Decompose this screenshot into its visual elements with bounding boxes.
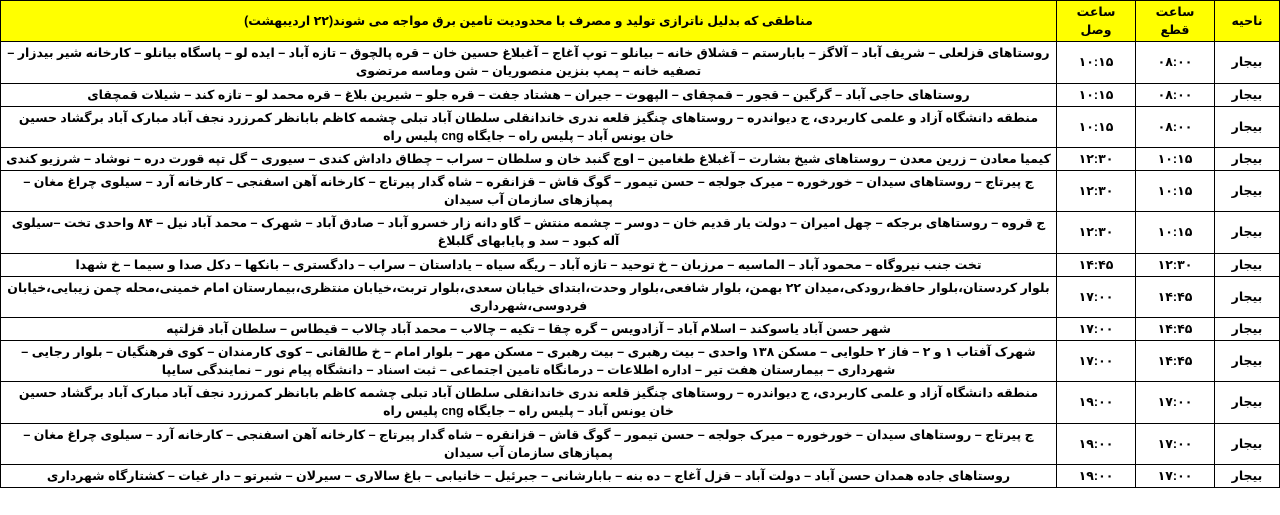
cell-description: روستاهای حاجی آباد – گرگین – قجور – قمچقای – الپهوت – جیران – هشتاد جفت – قره جلو – شیرین بلاغ – قره محمد لو – تازه کند – شیلات قمچقای bbox=[1, 83, 1057, 106]
cell-description: منطقه دانشگاه آزاد و علمی کاربردی، ج دیواندره – روستاهای چنگیز قلعه ندری خاندانقلی سلطان آباد تبلی چشمه کاظم بابانظر کمرزرد نجف آباد مبارک آباد برگشاد حسین خان یونس آباد – پلیس راه – جایگاه cng پلیس راه bbox=[1, 382, 1057, 423]
cell-description: ج قروه – روستاهای برجکه – چهل امیران – دولت یار قدیم خان – دوسر – چشمه منتش – گاو دانه زار خسرو آباد – صادق آباد – شهرک – محمد آباد نیل – ۸۴ واحدی تخت –سیلوی آله کبود – سد و پایابهای گلبلاغ bbox=[1, 212, 1057, 253]
column-header-on-time: ساعت وصل bbox=[1057, 1, 1136, 42]
cell-description: ج پیرتاج – روستاهای سیدان – خورخوره – میرک جولجه – حسن تیمور – گوگ قاش – قزانقره – شاه گدار پیرتاج – کارخانه آهن اسفنجی – کارخانه آرد – سیلوی چراغ مغان – پمپازهای سازمان آب سیدان bbox=[1, 171, 1057, 212]
cell-on-time: ۱۲:۳۰ bbox=[1057, 212, 1136, 253]
table-row bbox=[1, 106, 1280, 147]
cell-on-time: ۱۹:۰۰ bbox=[1057, 464, 1136, 487]
cell-on-time: ۱۷:۰۰ bbox=[1057, 317, 1136, 340]
table-row bbox=[1, 464, 1280, 487]
table-row bbox=[1, 317, 1280, 340]
cell-description: شهر حسن آباد یاسوکند – اسلام آباد – آزادویس – گره چقا – تکیه – چالاب – محمد آباد چالاب – قیطاس – سلطان آباد قزلتپه bbox=[1, 317, 1057, 340]
table-row bbox=[1, 423, 1280, 464]
cell-description: روستاهای جاده همدان حسن آباد – دولت آباد – قزل آغاج – ده بنه – بابارشانی – جبرئیل – خانیابی – باغ سالاری – سیرلان – شبرتو – دار غیات – کشتارگاه شهرداری bbox=[1, 464, 1057, 487]
table-row bbox=[1, 147, 1280, 170]
cell-area: بیجار bbox=[1215, 423, 1280, 464]
cell-off-time: ۱۰:۱۵ bbox=[1136, 212, 1215, 253]
cell-on-time: ۱۹:۰۰ bbox=[1057, 423, 1136, 464]
cell-on-time: ۱۰:۱۵ bbox=[1057, 106, 1136, 147]
cell-on-time: ۱۰:۱۵ bbox=[1057, 42, 1136, 83]
cell-description: روستاهای قزلعلی – شریف آباد – آلاگز – بابارستم – قشلاق خانه – بیانلو – توپ آغاج – آغبلاغ حسین خان – قره پالچوق – تازه آباد – ایده لو – پاسگاه بیانلو – کارخانه شیر بیدزار – تصفیه خانه – پمپ بنزین منصوریان – شن وماسه مرتضوی bbox=[1, 42, 1057, 83]
table-row bbox=[1, 382, 1280, 423]
cell-description: کیمیا معادن – زرین معدن – روستاهای شیخ بشارت – آغبلاغ طغامین – اوج گنبد خان و سلطان – سراب – چطاق داداش کندی – سیوری – گل تپه قورت دره – نوشاد – شرزیو کندی bbox=[1, 147, 1057, 170]
cell-description: بلوار کردستان،بلوار حافظ،رودکی،میدان ۲۲ بهمن، بلوار شافعی،بلوار وحدت،ابتدای خیابان سعدی،بلوار تربت،خیابان منتظری،بیمارستان امام خمینی،محله چمن زیبایی،خیابان فردوسی،شهرداری bbox=[1, 276, 1057, 317]
cell-area: بیجار bbox=[1215, 382, 1280, 423]
cell-off-time: ۱۰:۱۵ bbox=[1136, 171, 1215, 212]
cell-area: بیجار bbox=[1215, 253, 1280, 276]
column-header-off-time: ساعت قطع bbox=[1136, 1, 1215, 42]
cell-description: شهرک آفتاب ۱ و ۲ – فاز ۲ حلوایی – مسکن ۱۳۸ واحدی – بیت رهبری – بیت رهبری – مسکن مهر – بلوار امام – خ طالقانی – کوی کارمندان – کوی فرهنگیان – بلوار رجایی – شهرداری – بیمارستان هفت تیر – اداره اطلاعات – درمانگاه تامین اجتماعی – ثبت اسناد – دانشگاه پیام نور – نمایندگی سایپا bbox=[1, 341, 1057, 382]
cell-off-time: ۱۴:۴۵ bbox=[1136, 317, 1215, 340]
cell-area: بیجار bbox=[1215, 341, 1280, 382]
table-row bbox=[1, 253, 1280, 276]
cell-on-time: ۱۷:۰۰ bbox=[1057, 341, 1136, 382]
cell-off-time: ۰۸:۰۰ bbox=[1136, 42, 1215, 83]
cell-area: بیجار bbox=[1215, 276, 1280, 317]
table-row bbox=[1, 341, 1280, 382]
table-row bbox=[1, 42, 1280, 83]
table-row bbox=[1, 171, 1280, 212]
table-header-row bbox=[1, 1, 1280, 42]
cell-off-time: ۱۲:۳۰ bbox=[1136, 253, 1215, 276]
cell-area: بیجار bbox=[1215, 212, 1280, 253]
cell-on-time: ۱۹:۰۰ bbox=[1057, 382, 1136, 423]
table-body bbox=[1, 42, 1280, 488]
cell-area: بیجار bbox=[1215, 171, 1280, 212]
cell-on-time: ۱۲:۳۰ bbox=[1057, 171, 1136, 212]
cell-on-time: ۱۷:۰۰ bbox=[1057, 276, 1136, 317]
table-header bbox=[1, 1, 1280, 42]
cell-area: بیجار bbox=[1215, 42, 1280, 83]
cell-area: بیجار bbox=[1215, 317, 1280, 340]
cell-off-time: ۱۷:۰۰ bbox=[1136, 382, 1215, 423]
column-header-description: مناطقی که بدلیل ناترازی تولید و مصرف با محدودیت تامین برق مواجه می شوند(۲۲ اردیبهشت) bbox=[1, 1, 1057, 42]
cell-description: ج پیرتاج – روستاهای سیدان – خورخوره – میرک جولجه – حسن تیمور – گوگ قاش – قزانقره – شاه گدار پیرتاج – کارخانه آهن اسفنجی – کارخانه آرد – سیلوی چراغ مغان – پمپازهای سازمان آب سیدان bbox=[1, 423, 1057, 464]
cell-off-time: ۱۷:۰۰ bbox=[1136, 423, 1215, 464]
cell-off-time: ۱۰:۱۵ bbox=[1136, 147, 1215, 170]
cell-area: بیجار bbox=[1215, 464, 1280, 487]
cell-on-time: ۱۴:۴۵ bbox=[1057, 253, 1136, 276]
table-row bbox=[1, 83, 1280, 106]
cell-off-time: ۱۷:۰۰ bbox=[1136, 464, 1215, 487]
cell-area: بیجار bbox=[1215, 106, 1280, 147]
table-row bbox=[1, 276, 1280, 317]
cell-description: تخت جنب نیروگاه – محمود آباد – الماسیه – مرزبان – خ توحید – تازه آباد – ریگه سیاه – یاداستان – سراب – دادگستری – بانکها – دکل صدا و سیما – خ شهدا bbox=[1, 253, 1057, 276]
cell-off-time: ۰۸:۰۰ bbox=[1136, 106, 1215, 147]
cell-area: بیجار bbox=[1215, 83, 1280, 106]
column-header-area: ناحیه bbox=[1215, 1, 1280, 42]
cell-off-time: ۱۴:۴۵ bbox=[1136, 341, 1215, 382]
cell-off-time: ۰۸:۰۰ bbox=[1136, 83, 1215, 106]
cell-off-time: ۱۴:۴۵ bbox=[1136, 276, 1215, 317]
table-row bbox=[1, 212, 1280, 253]
cell-description: منطقه دانشگاه آزاد و علمی کاربردی، ج دیواندره – روستاهای چنگیز قلعه ندری خاندانقلی سلطان آباد تبلی چشمه کاظم بابانظر کمرزرد نجف آباد مبارک آباد برگشاد حسین خان یونس آباد – پلیس راه – جایگاه cng پلیس راه bbox=[1, 106, 1057, 147]
cell-on-time: ۱۰:۱۵ bbox=[1057, 83, 1136, 106]
cell-area: بیجار bbox=[1215, 147, 1280, 170]
cell-on-time: ۱۲:۳۰ bbox=[1057, 147, 1136, 170]
